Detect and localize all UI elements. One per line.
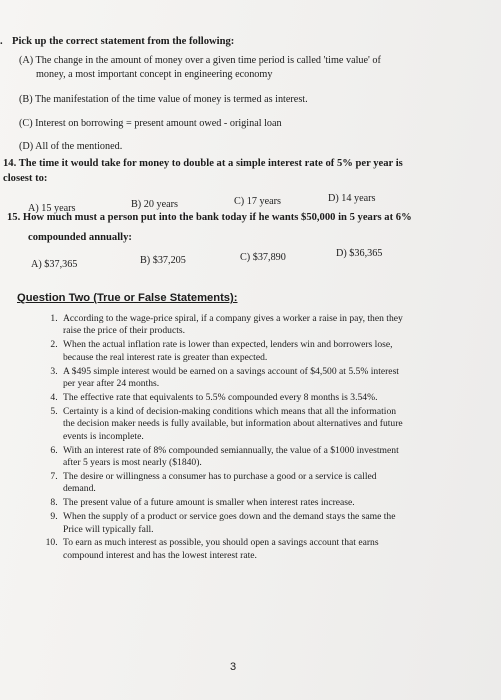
list-item: 6. With an interest rate of 8% compounded semiannually, the value of a $1000 investment after 5 years is most nearly ($1840). — [60, 445, 500, 470]
list-item: 10. To earn as much interest as possible, you should open a savings account that earns compound interest and has the lowest interest rate. — [60, 537, 500, 562]
q15-prompt: 15. How much must a person put into the bank today if he wants $50,000 in 5 years at 6% — [7, 212, 412, 223]
true-false-list — [24, 313, 500, 564]
q13-option-c: (C) Interest on borrowing = present amount owed - original loan — [19, 118, 282, 129]
q13-option-a-cont: money, a most important concept in engineering economy — [36, 69, 273, 80]
list-item: 5. Certainty is a kind of decision-making conditions which means that all the information the decision maker needs is fully available, but information about alternatives and future events is incomplete. — [60, 406, 500, 443]
list-item: 8. The present value of a future amount is smaller when interest rates increase. — [60, 497, 500, 509]
q14-option-a: A) 15 years — [28, 203, 76, 214]
list-item: 3. A $495 simple interest would be earned on a savings account of $4,500 at 5.5% interest per year after 24 months. — [60, 366, 500, 391]
list-item: 9. When the supply of a product or service goes down and the demand stays the same the Price will typically fall. — [60, 511, 500, 536]
q14-option-d: D) 14 years — [328, 193, 376, 204]
list-item: 4. The effective rate that equivalents to 5.5% compounded every 8 months is 3.54%. — [60, 392, 500, 404]
q15-option-b: B) $37,205 — [140, 255, 186, 266]
q13-prompt: Pick up the correct statement from the following: — [12, 36, 235, 47]
q14-prompt: 14. The time it would take for money to double at a simple interest rate of 5% per year is — [3, 158, 403, 169]
list-item: 2. When the actual inflation rate is lower than expected, lenders win and borrowers lose, because the real interest rate is greater than expected. — [60, 339, 500, 364]
q14-prompt-cont: closest to: — [3, 173, 48, 184]
q13-option-d: (D) All of the mentioned. — [19, 141, 123, 152]
q13-number: . — [0, 36, 3, 47]
list-item: 1. According to the wage-price spiral, if a company gives a worker a raise in pay, then they raise the price of their products. — [60, 313, 500, 338]
q13-option-b: (B) The manifestation of the time value of money is termed as interest. — [19, 94, 308, 105]
q15-option-d: D) $36,365 — [336, 248, 383, 259]
page-number: 3 — [230, 661, 237, 673]
section-two-heading: Question Two (True or False Statements): — [17, 292, 238, 304]
q14-option-c: C) 17 years — [234, 196, 281, 207]
q15-option-a: A) $37,365 — [31, 259, 78, 270]
q13-option-a: (A) The change in the amount of money over a given time period is called 'time value' of — [19, 55, 381, 66]
q15-prompt-cont: compounded annually: — [28, 232, 132, 243]
q15-option-c: C) $37,890 — [240, 252, 286, 263]
q14-option-b: B) 20 years — [131, 199, 178, 210]
list-item: 7. The desire or willingness a consumer has to purchase a good or a service is called demand. — [60, 471, 500, 496]
